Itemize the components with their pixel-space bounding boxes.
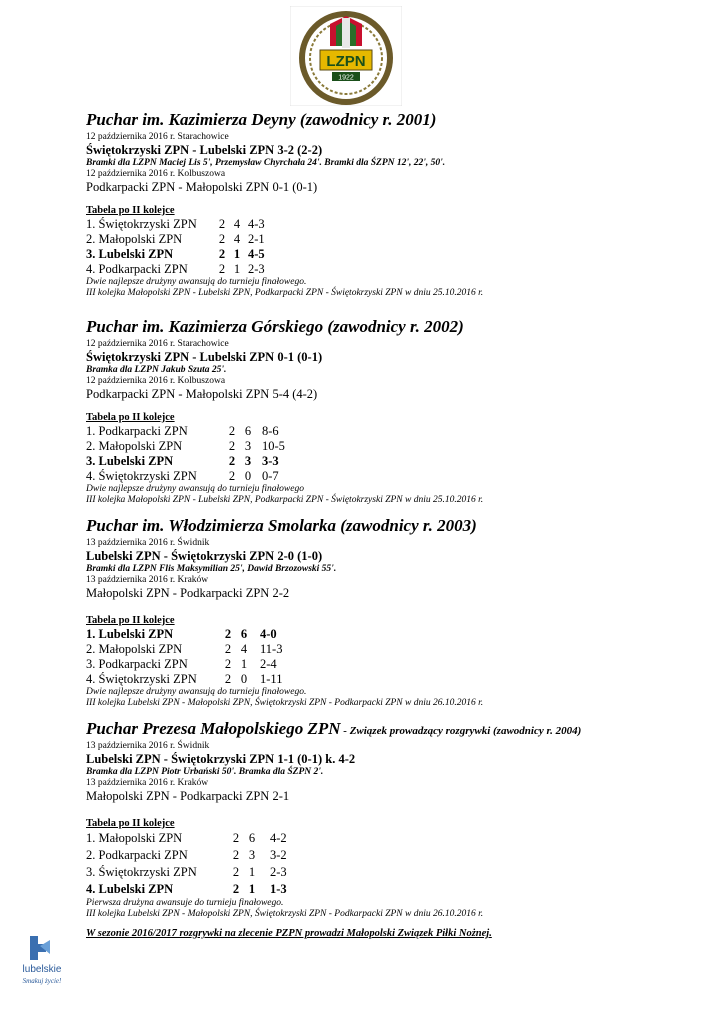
- match-result: Świętokrzyski ZPN - Lubelski ZPN 3-2 (2-2): [86, 143, 323, 157]
- match-date: 12 października 2016 r. Kolbuszowa: [86, 169, 226, 179]
- advance-note: Dwie najlepsze drużyny awansują do turnieju finałowego: [86, 484, 304, 494]
- table-row: 4. Świętokrzyski ZPN 2 0 0-7: [86, 469, 279, 483]
- table-row: 2. Podkarpacki ZPN 2 3 3-2: [86, 848, 287, 862]
- section-title: Puchar Prezesa Małopolskiego ZPN - Związek prowadzący rozgrywki (zawodnicy r. 2004): [86, 719, 582, 738]
- table-row: 3. Podkarpacki ZPN 2 1 2-4: [86, 657, 277, 671]
- standings-table: [86, 424, 285, 484]
- table-row: 1. Lubelski ZPN 2 6 4-0: [86, 627, 277, 641]
- logo-text: LZPN: [326, 53, 366, 70]
- table-row: 4. Podkarpacki ZPN 2 1 2-3: [86, 262, 265, 276]
- match-result: Lubelski ZPN - Świętokrzyski ZPN 2-0 (1-0): [86, 549, 323, 563]
- match-result: Małopolski ZPN - Podkarpacki ZPN 2-2: [86, 586, 290, 600]
- logo-year: 1922: [338, 74, 354, 82]
- match-date: 13 października 2016 r. Kraków: [86, 575, 209, 585]
- season-note: W sezonie 2016/2017 rozgrywki na zlecenie PZPN prowadzi Małopolski Związek Piłki Nożnej.: [86, 928, 492, 939]
- section-title: Puchar im. Włodzimierza Smolarka (zawodnicy r. 2003): [86, 516, 477, 535]
- lubelskie-slogan: Smakuj życie!: [22, 977, 62, 985]
- table-row: 1. Podkarpacki ZPN 2 6 8-6: [86, 424, 279, 438]
- table-row: 2. Małopolski ZPN 2 4 2-1: [86, 232, 265, 246]
- goals-note: Bramki dla LZPN Maciej Lis 5', Przemysław Chyrchała 24'. Bramki dla ŚZPN 12', 22', 50'.: [86, 158, 446, 168]
- match-date: 12 października 2016 r. Kolbuszowa: [86, 376, 226, 386]
- next-round-note: III kolejka Lubelski ZPN - Małopolski ZPN, Świętokrzyski ZPN - Podkarpacki ZPN w dniu 26.10.2016 r.: [86, 698, 484, 708]
- table-header: Tabela po II kolejce: [86, 818, 175, 829]
- goals-note: Bramka dla LZPN Piotr Urbański 50'. Bramka dla ŚZPN 2'.: [86, 767, 324, 777]
- standings-table: [86, 830, 287, 898]
- table-row: 4. Świętokrzyski ZPN 2 0 1-11: [86, 672, 283, 686]
- section-2004: [86, 719, 706, 920]
- match-result: Podkarpacki ZPN - Małopolski ZPN 0-1 (0-1): [86, 180, 318, 194]
- next-round-note: III kolejka Małopolski ZPN - Lubelski ZPN, Podkarpacki ZPN - Świętokrzyski ZPN w dniu 25.10.2016 r.: [86, 495, 484, 505]
- table-row: 2. Małopolski ZPN 2 4 11-3: [86, 642, 283, 656]
- lubelskie-text: lubelskie: [22, 964, 62, 975]
- match-date: 13 października 2016 r. Świdnik: [86, 538, 210, 548]
- goals-note: Bramka dla LZPN Jakub Szuta 25'.: [86, 365, 227, 375]
- advance-note: Pierwsza drużyna awansuje do turnieju finałowego.: [86, 898, 284, 908]
- match-result: Świętokrzyski ZPN - Lubelski ZPN 0-1 (0-1): [86, 350, 323, 364]
- next-round-note: III kolejka Małopolski ZPN - Lubelski ZPN, Podkarpacki ZPN - Świętokrzyski ZPN w dniu 25.10.2016 r.: [86, 288, 484, 298]
- match-date: 13 października 2016 r. Kraków: [86, 778, 209, 788]
- table-row: 3. Lubelski ZPN 2 3 3-3: [86, 454, 279, 468]
- section-title: Puchar im. Kazimierza Deyny (zawodnicy r. 2001): [86, 110, 437, 129]
- standings-table: [86, 627, 282, 687]
- table-row: 1. Małopolski ZPN 2 6 4-2: [86, 831, 287, 845]
- section-2001: [86, 110, 706, 299]
- advance-note: Dwie najlepsze drużyny awansują do turnieju finałowego.: [86, 277, 307, 287]
- table-row: 1. Świętokrzyski ZPN 2 4 4-3: [86, 217, 265, 231]
- table-row: 3. Świętokrzyski ZPN 2 1 2-3: [86, 865, 287, 879]
- table-row: 3. Lubelski ZPN 2 1 4-5: [86, 247, 265, 261]
- match-date: 12 października 2016 r. Starachowice: [86, 132, 229, 142]
- match-result: Podkarpacki ZPN - Małopolski ZPN 5-4 (4-2): [86, 387, 318, 401]
- section-title: Puchar im. Kazimierza Górskiego (zawodnicy r. 2002): [86, 317, 464, 336]
- goals-note: Bramki dla LZPN Flis Maksymilian 25', Dawid Brzozowski 55'.: [86, 564, 337, 574]
- standings-table: [86, 217, 265, 277]
- match-date: 12 października 2016 r. Starachowice: [86, 339, 229, 349]
- match-date: 13 października 2016 r. Świdnik: [86, 741, 210, 751]
- table-header: Tabela po II kolejce: [86, 205, 175, 216]
- section-2002: [86, 317, 706, 506]
- table-row: 2. Małopolski ZPN 2 3 10-5: [86, 439, 285, 453]
- next-round-note: III kolejka Lubelski ZPN - Małopolski ZPN, Świętokrzyski ZPN - Podkarpacki ZPN w dniu 26.10.2016 r.: [86, 909, 484, 919]
- table-row: 4. Lubelski ZPN 2 1 1-3: [86, 882, 287, 896]
- match-result: Lubelski ZPN - Świętokrzyski ZPN 1-1 (0-1) k. 4-2: [86, 752, 356, 766]
- document-content: [86, 110, 706, 939]
- advance-note: Dwie najlepsze drużyny awansują do turnieju finałowego.: [86, 687, 307, 697]
- lubelskie-logo: [16, 932, 68, 988]
- table-header: Tabela po II kolejce: [86, 615, 175, 626]
- table-header: Tabela po II kolejce: [86, 412, 175, 423]
- lzpn-logo: [290, 6, 402, 106]
- match-result: Małopolski ZPN - Podkarpacki ZPN 2-1: [86, 789, 290, 803]
- section-2003: [86, 516, 706, 709]
